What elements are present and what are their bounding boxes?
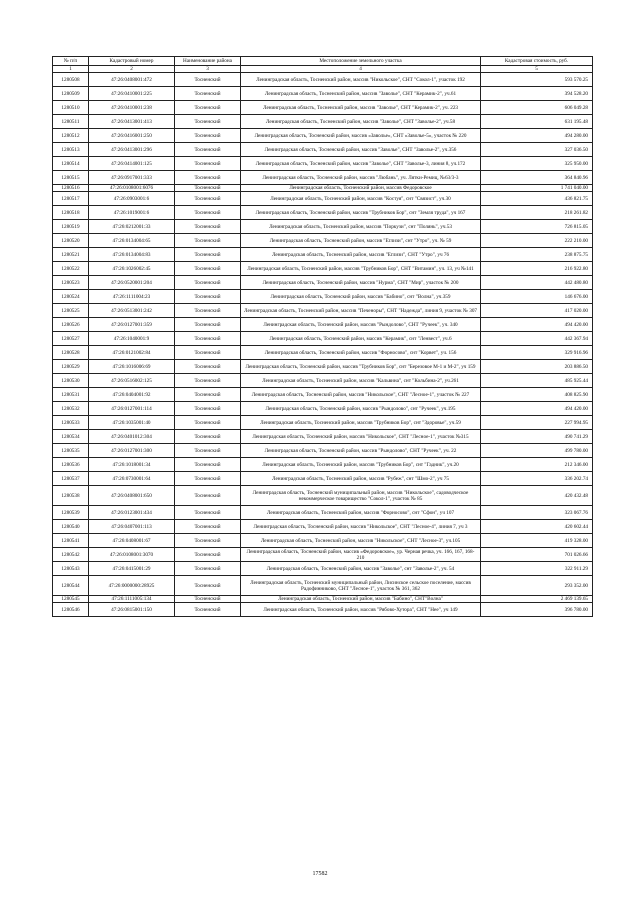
column-number: 5: [481, 66, 593, 73]
column-number: 1: [53, 66, 89, 73]
table-row: [53, 506, 593, 520]
land-location: Ленинградская область, Тосненский район, массив "Костуя", снт "Связист", уч.30: [241, 192, 481, 206]
district-name: Тосненский: [175, 234, 241, 248]
table-row: [53, 171, 593, 185]
land-location: Ленинградская область, Тосненский район, массив "Рындолово", СНТ "Ручеек", уч. 22: [241, 444, 481, 458]
cadastral-number: 47:26:0134004:65: [89, 234, 175, 248]
cadastral-value: 216 922.80: [481, 262, 593, 276]
row-number: 1280537: [53, 472, 89, 486]
cadastral-value: 494 420.00: [481, 402, 593, 416]
row-number: 1280528: [53, 346, 89, 360]
district-name: Тосненский: [175, 458, 241, 472]
row-number: 1280544: [53, 576, 89, 596]
cadastral-number: 47:26:0415001:29: [89, 562, 175, 576]
cadastral-value: 293 352.00: [481, 576, 593, 596]
land-location: Ленинградская область, Тосненский район, массив "Бабино", снт "Волна", уч.359: [241, 290, 481, 304]
cadastral-value: 419 328.00: [481, 534, 593, 548]
cadastral-value: 323 067.76: [481, 506, 593, 520]
cadastral-number: 47:26:0000000:28925: [89, 576, 175, 596]
column-number-row: [53, 66, 593, 73]
cadastral-number: 47:26:0121002:84: [89, 346, 175, 360]
cadastral-value: 394 528.20: [481, 87, 593, 101]
cadastral-value: 420 432.48: [481, 486, 593, 506]
district-name: Тосненский: [175, 248, 241, 262]
row-number: 1280509: [53, 87, 89, 101]
land-location: Ленинградская область, Тосненский район, массив "Форносово", снт "Сфон", уч 107: [241, 506, 481, 520]
district-name: Тосненский: [175, 360, 241, 374]
header-num: № п/п: [53, 57, 89, 66]
header-cadastral-value: Кадастровая стоимость, руб.: [481, 57, 593, 66]
row-number: 1280525: [53, 304, 89, 318]
district-name: Тосненский: [175, 548, 241, 562]
land-location: Ленинградская область, Тосненский район, массив «Заволье», СНТ «Заволье-5», участок № 220: [241, 129, 481, 143]
table-row: [53, 73, 593, 87]
district-name: Тосненский: [175, 388, 241, 402]
cadastral-value: 494 280.00: [481, 129, 593, 143]
district-name: Тосненский: [175, 129, 241, 143]
cadastral-number: 47:26:0134004:83: [89, 248, 175, 262]
cadastral-value: 396 780.00: [481, 603, 593, 617]
row-number: 1280511: [53, 115, 89, 129]
district-name: Тосненский: [175, 576, 241, 596]
district-name: Тосненский: [175, 346, 241, 360]
cadastral-number: 47:26:0903001:6: [89, 192, 175, 206]
cadastral-number: 47:26:0410001:225: [89, 87, 175, 101]
table-row: [53, 374, 593, 388]
land-location: Ленинградская область, Тосненский район, массив "Рубеж", снт "Шмо-2", уч 75: [241, 472, 481, 486]
table-row: [53, 416, 593, 430]
land-location: Ленинградская область, Тосненский район, массив "Никольское", СНТ "Лесное-4", линия 7, уч 3: [241, 520, 481, 534]
register-sheet: [52, 56, 592, 617]
land-location: Ленинградская область, Тосненский муниципальный район, Лисинское сельское поселение, массив Радофинниково, СНТ "Лесное-1", участок № 361, 362: [241, 576, 481, 596]
cadastral-number: 47:26:1040001:9: [89, 332, 175, 346]
cadastral-number: 47:26:0513001:242: [89, 304, 175, 318]
column-number: 3: [175, 66, 241, 73]
cadastral-number: 47:26:0123001:434: [89, 506, 175, 520]
cadastral-number: 47:26:0730001:64: [89, 472, 175, 486]
row-number: 1280539: [53, 506, 89, 520]
cadastral-value: 203 886.50: [481, 360, 593, 374]
cadastral-number: 47:26:0407001:113: [89, 520, 175, 534]
table-row: [53, 562, 593, 576]
district-name: Тосненский: [175, 603, 241, 617]
row-number: 1280524: [53, 290, 89, 304]
cadastral-value: 227 994.95: [481, 416, 593, 430]
land-location: Ленинградская область, Тосненский район, массив "Еглизи", снт "Утро", уч. № 59: [241, 234, 481, 248]
district-name: Тосненский: [175, 276, 241, 290]
table-row: [53, 129, 593, 143]
table-row: [53, 157, 593, 171]
cadastral-value: 417 020.00: [481, 304, 593, 318]
table-row: [53, 548, 593, 562]
row-number: 1280540: [53, 520, 89, 534]
cadastral-value: 490 741.29: [481, 430, 593, 444]
cadastral-value: 2 469 139.65: [481, 596, 593, 603]
table-row: [53, 276, 593, 290]
cadastral-number: 47:26:0414001:125: [89, 157, 175, 171]
district-name: Тосненский: [175, 472, 241, 486]
land-location: Ленинградская область, Тосненский район, массив "Трубников Бор", снт "Березовое М-1 и М-2", уч 159: [241, 360, 481, 374]
land-location: Ленинградская область, Тосненский район, массив "Форносово", снт "Корвет", уч. 156: [241, 346, 481, 360]
land-location: Ленинградская область, Тосненский район, массив "Рындолово", снт "Ручеек", уч.195: [241, 402, 481, 416]
table-row: [53, 603, 593, 617]
district-name: Тосненский: [175, 206, 241, 220]
header-cadastral-number: Кадастровый номер: [89, 57, 175, 66]
land-location: Ленинградская область, Тосненский район, массив "Печеноры", СНТ "Надежда", линия 9, участок № 307: [241, 304, 481, 318]
cadastral-value: 593 570.25: [481, 73, 593, 87]
cadastral-value: 499 780.00: [481, 444, 593, 458]
land-location: Ленинградская область, Тосненский район, массив "Рындолово", СНТ "Ручеек", уч. 340: [241, 318, 481, 332]
district-name: Тосненский: [175, 332, 241, 346]
cadastral-number: 47:26:1111004:23: [89, 290, 175, 304]
cadastral-number: 47:26:0416001:250: [89, 129, 175, 143]
row-number: 1280514: [53, 157, 89, 171]
district-name: Тосненский: [175, 73, 241, 87]
land-location: Ленинградская область, Тосненский район, массив "Керамик", снт "Ленвест", уч.6: [241, 332, 481, 346]
district-name: Тосненский: [175, 534, 241, 548]
cadastral-value: 329 916.96: [481, 346, 593, 360]
cadastral-number: 47:26:0404001:92: [89, 388, 175, 402]
header-location: Местоположение земельного участка: [241, 57, 481, 66]
cadastral-number: 47:26:1018001:34: [89, 458, 175, 472]
table-row: [53, 472, 593, 486]
cadastral-number: 47:26:0815001:150: [89, 603, 175, 617]
table-row: [53, 290, 593, 304]
row-number: 1280516: [53, 185, 89, 192]
table-row: [53, 234, 593, 248]
land-location: Ленинградская область, Тосненский район, массив "Заволье", СНТ "Заволье-3, линия 8, уч.172: [241, 157, 481, 171]
land-location: Ленинградская область, Тосненский район, массив "Трубников Бор", снт "Земля труда", уч 167: [241, 206, 481, 220]
row-number: 1280519: [53, 220, 89, 234]
cadastral-value: 726 815.05: [481, 220, 593, 234]
district-name: Тосненский: [175, 520, 241, 534]
land-location: Ленинградская область, Тосненский район, массив "Трубников Бор", снт "Гадник", уч.20: [241, 458, 481, 472]
table-row: [53, 206, 593, 220]
table-row: [53, 576, 593, 596]
row-number: 1280510: [53, 101, 89, 115]
row-number: 1280545: [53, 596, 89, 603]
table-body: [53, 73, 593, 617]
land-location: Ленинградская область, Тосненский район, массив "Трубников Бор", снт "Здоровье", уч.59: [241, 416, 481, 430]
cadastral-number: 47:26:0408001:67: [89, 534, 175, 548]
table-row: [53, 192, 593, 206]
table-row: [53, 220, 593, 234]
district-name: Тосненский: [175, 192, 241, 206]
land-location: Ленинградская область, Тосненский район, массив "Нурма", СНТ "Мир", участок № 200: [241, 276, 481, 290]
district-name: Тосненский: [175, 506, 241, 520]
cadastral-number: 47:26:0401012:304: [89, 430, 175, 444]
land-location: Ленинградская область, Тосненский район, массив "Поркузи", снт "Полянь", уч.53: [241, 220, 481, 234]
cadastral-value: 408 825.90: [481, 388, 593, 402]
cadastral-number: 47:26:0212001:33: [89, 220, 175, 234]
land-location: Ленинградская область, Тосненский район, массив "Никольское", СНТ "Сокол-1", участок 192: [241, 73, 481, 87]
land-location: Ленинградская область, Тосненский район, массив "Никольское", СНТ "Лесное-1", участок №315: [241, 430, 481, 444]
row-number: 1280532: [53, 402, 89, 416]
district-name: Тосненский: [175, 486, 241, 506]
table-row: [53, 87, 593, 101]
cadastral-value: 442 480.80: [481, 276, 593, 290]
table-row: [53, 444, 593, 458]
cadastral-number: 47:26:0108001:3070: [89, 548, 175, 562]
row-number: 1280541: [53, 534, 89, 548]
row-number: 1280523: [53, 276, 89, 290]
district-name: Тосненский: [175, 430, 241, 444]
land-location: Ленинградская область, Тосненский район, массив "Кальвина", снт "Кольбина-2", уч.261: [241, 374, 481, 388]
cadastral-value: 701 026.66: [481, 548, 593, 562]
land-location: Ленинградская область, Тосненский район, массив "Никольское", СНТ "Лесное-1", участок № 227: [241, 388, 481, 402]
land-location: Ленинградская область, Тосненский район, массив "Еглизи", СНТ "Утро", уч 76: [241, 248, 481, 262]
district-name: Тосненский: [175, 374, 241, 388]
table-row: [53, 262, 593, 276]
table-row: [53, 596, 593, 603]
table-row: [53, 402, 593, 416]
row-number: 1280508: [53, 73, 89, 87]
cadastral-number: 47:26:0413001:296: [89, 143, 175, 157]
cadastral-value: 420 602.44: [481, 520, 593, 534]
table-row: [53, 248, 593, 262]
land-location: Ленинградская область, Тосненский район, массив "Заволье", СНТ "Керамик-2", уч. 223: [241, 101, 481, 115]
row-number: 1280513: [53, 143, 89, 157]
row-number: 1280546: [53, 603, 89, 617]
cadastral-value: 222 210.00: [481, 234, 593, 248]
cadastral-number: 47:26:0917001:333: [89, 171, 175, 185]
district-name: Тосненский: [175, 262, 241, 276]
row-number: 1280518: [53, 206, 89, 220]
row-number: 1280527: [53, 332, 89, 346]
land-location: Ленинградская область, Тосненский район, массив "Заволье", снт "Заволье-2", уч. 54: [241, 562, 481, 576]
cadastral-number: 47:26:0108001:6076: [89, 185, 175, 192]
land-location: Ленинградская область, Тосненский район, массив "Заволье", СНТ "Керамик-2", уч.61: [241, 87, 481, 101]
cadastral-value: 336 202.74: [481, 472, 593, 486]
cadastral-number: 47:26:1026002:45: [89, 262, 175, 276]
column-number: 4: [241, 66, 481, 73]
cadastral-value-table: [52, 56, 593, 617]
row-number: 1280536: [53, 458, 89, 472]
district-name: Тосненский: [175, 185, 241, 192]
district-name: Тосненский: [175, 115, 241, 129]
header-district: Наименование района: [175, 57, 241, 66]
table-row: [53, 115, 593, 129]
district-name: Тосненский: [175, 171, 241, 185]
cadastral-number: 47:26:0410001:238: [89, 101, 175, 115]
cadastral-value: 218 261.82: [481, 206, 593, 220]
land-location: Ленинградская область, Тосненский район, массив "Трубников Бор", СНТ "Витамин", уч. 13, уч №141: [241, 262, 481, 276]
table-row: [53, 332, 593, 346]
row-number: 1280521: [53, 248, 89, 262]
district-name: Тосненский: [175, 562, 241, 576]
cadastral-number: 47:26:1016006:69: [89, 360, 175, 374]
cadastral-number: 47:26:0127001:114: [89, 402, 175, 416]
district-name: Тосненский: [175, 402, 241, 416]
land-location: Ленинградская область, Тосненский район, массив "Рябово-Хутора", СНТ "Нее", уч 149: [241, 603, 481, 617]
cadastral-value: 364 840.96: [481, 171, 593, 185]
cadastral-number: 47:26:0408001:650: [89, 486, 175, 506]
page-number: 17582: [312, 871, 328, 877]
land-location: Ленинградская область, Тосненский район, массив "Заволье", СНТ "Заволье-2", уч.356: [241, 143, 481, 157]
cadastral-value: 238 875.75: [481, 248, 593, 262]
cadastral-number: 47:26:0413001:413: [89, 115, 175, 129]
cadastral-number: 47:26:1035001:40: [89, 416, 175, 430]
table-header-row: [53, 57, 593, 66]
table-row: [53, 430, 593, 444]
district-name: Тосненский: [175, 87, 241, 101]
cadastral-value: 325 950.00: [481, 157, 593, 171]
district-name: Тосненский: [175, 143, 241, 157]
table-row: [53, 185, 593, 192]
row-number: 1280515: [53, 171, 89, 185]
table-row: [53, 304, 593, 318]
column-number: 2: [89, 66, 175, 73]
cadastral-value: 327 036.50: [481, 143, 593, 157]
row-number: 1280538: [53, 486, 89, 506]
row-number: 1280530: [53, 374, 89, 388]
cadastral-value: 485 925.44: [481, 374, 593, 388]
land-location: Ленинградская область, Тосненский район, массив Федоровское: [241, 185, 481, 192]
row-number: 1280520: [53, 234, 89, 248]
cadastral-value: 606 049.28: [481, 101, 593, 115]
district-name: Тосненский: [175, 304, 241, 318]
land-location: Ленинградская область, Тосненский район, массив "Бабино", СНТ"Волна": [241, 596, 481, 603]
cadastral-value: 322 911.29: [481, 562, 593, 576]
row-number: 1280535: [53, 444, 89, 458]
table-row: [53, 143, 593, 157]
table-row: [53, 388, 593, 402]
district-name: Тосненский: [175, 416, 241, 430]
district-name: Тосненский: [175, 444, 241, 458]
cadastral-value: 631 195.48: [481, 115, 593, 129]
table-row: [53, 534, 593, 548]
cadastral-value: 212 346.00: [481, 458, 593, 472]
row-number: 1280531: [53, 388, 89, 402]
row-number: 1280529: [53, 360, 89, 374]
district-name: Тосненский: [175, 596, 241, 603]
cadastral-value: 1 741 040.00: [481, 185, 593, 192]
cadastral-value: 442 367.94: [481, 332, 593, 346]
row-number: 1280533: [53, 416, 89, 430]
table-row: [53, 101, 593, 115]
cadastral-number: 47:26:1019001:6: [89, 206, 175, 220]
land-location: Ленинградская область, Тосненский район, массив "Заволье", СНТ "Заволье-2", уч.58: [241, 115, 481, 129]
cadastral-number: 47:26:0516002:125: [89, 374, 175, 388]
cadastral-value: 146 676.00: [481, 290, 593, 304]
row-number: 1280542: [53, 548, 89, 562]
district-name: Тосненский: [175, 101, 241, 115]
table-row: [53, 486, 593, 506]
table-row: [53, 360, 593, 374]
row-number: 1280522: [53, 262, 89, 276]
land-location: Ленинградская область, Тосненский район, массив «Федоровское», ур. Черная речка, уч. 166, 167, 168-210: [241, 548, 481, 562]
land-location: Ленинградская область, Тосненский район, массив "Никольское", СНТ "Лесное-3", уч.105: [241, 534, 481, 548]
district-name: Тосненский: [175, 318, 241, 332]
table-row: [53, 346, 593, 360]
table-row: [53, 318, 593, 332]
district-name: Тосненский: [175, 290, 241, 304]
row-number: 1280534: [53, 430, 89, 444]
row-number: 1280526: [53, 318, 89, 332]
cadastral-number: 47:26:0408001:472: [89, 73, 175, 87]
table-row: [53, 458, 593, 472]
row-number: 1280543: [53, 562, 89, 576]
land-location: Ленинградская область, Тосненский муниципальный район, массив "Никольское", садоводческое некоммерческое товарищество "Сокол-1", участок № 85: [241, 486, 481, 506]
cadastral-number: 47:26:0520001:204: [89, 276, 175, 290]
row-number: 1280517: [53, 192, 89, 206]
cadastral-number: 47:26:0127001:300: [89, 444, 175, 458]
table-row: [53, 520, 593, 534]
cadastral-value: 494 420.00: [481, 318, 593, 332]
cadastral-number: 47:26:1111005:134: [89, 596, 175, 603]
land-location: Ленинградская область, Тосненский район, массив "Любань", уч. Лятки-Ремиц, №63/3-3: [241, 171, 481, 185]
cadastral-value: 436 821.75: [481, 192, 593, 206]
row-number: 1280512: [53, 129, 89, 143]
cadastral-number: 47:26:0127001:359: [89, 318, 175, 332]
district-name: Тосненский: [175, 157, 241, 171]
district-name: Тосненский: [175, 220, 241, 234]
